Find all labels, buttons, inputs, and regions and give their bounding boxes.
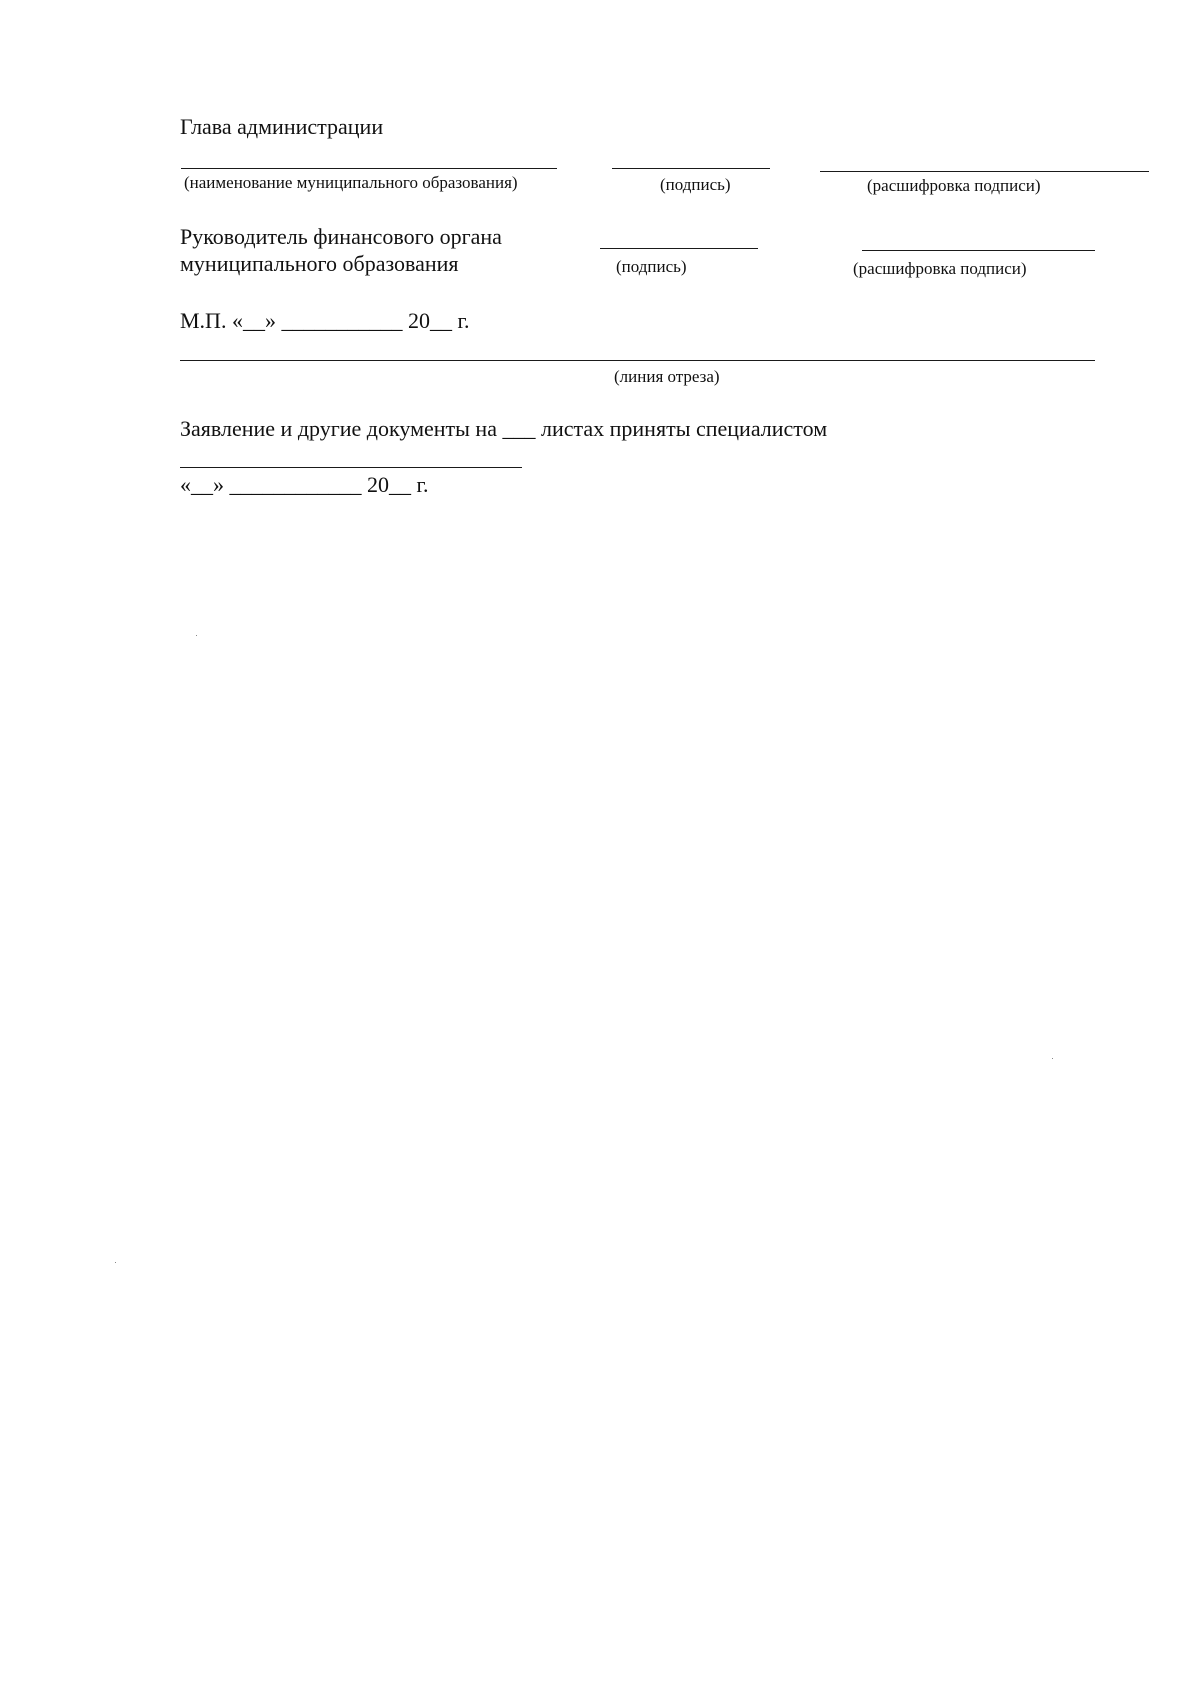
receipt-date: «__» ____________ 20__ г. [180, 472, 429, 497]
specialist-line[interactable] [180, 467, 522, 468]
finance-title-line1: Руководитель финансового органа [180, 224, 502, 249]
finance-signature-caption: (подпись) [616, 257, 687, 276]
head-signature-line[interactable] [612, 168, 770, 169]
scan-speckle [1052, 1058, 1053, 1059]
scan-speckle [196, 635, 197, 636]
head-title: Глава администрации [180, 114, 384, 139]
cut-line-caption: (линия отреза) [614, 367, 720, 386]
head-decoding-line[interactable] [820, 171, 1149, 172]
head-signature-caption: (подпись) [660, 175, 731, 194]
head-decoding-caption: (расшифровка подписи) [867, 176, 1041, 195]
finance-signature-line[interactable] [600, 248, 758, 249]
finance-decoding-caption: (расшифровка подписи) [853, 259, 1027, 278]
finance-title-line2: муниципального образования [180, 251, 459, 276]
finance-decoding-line[interactable] [862, 250, 1095, 251]
stamp-date: М.П. «__» ___________ 20__ г. [180, 308, 470, 333]
municipality-caption: (наименование муниципального образования) [184, 173, 518, 192]
municipality-line[interactable] [181, 168, 557, 169]
cut-line [180, 360, 1095, 361]
scan-speckle [115, 1262, 116, 1263]
receipt-statement: Заявление и другие документы на ___ листах приняты специалистом [180, 416, 828, 441]
